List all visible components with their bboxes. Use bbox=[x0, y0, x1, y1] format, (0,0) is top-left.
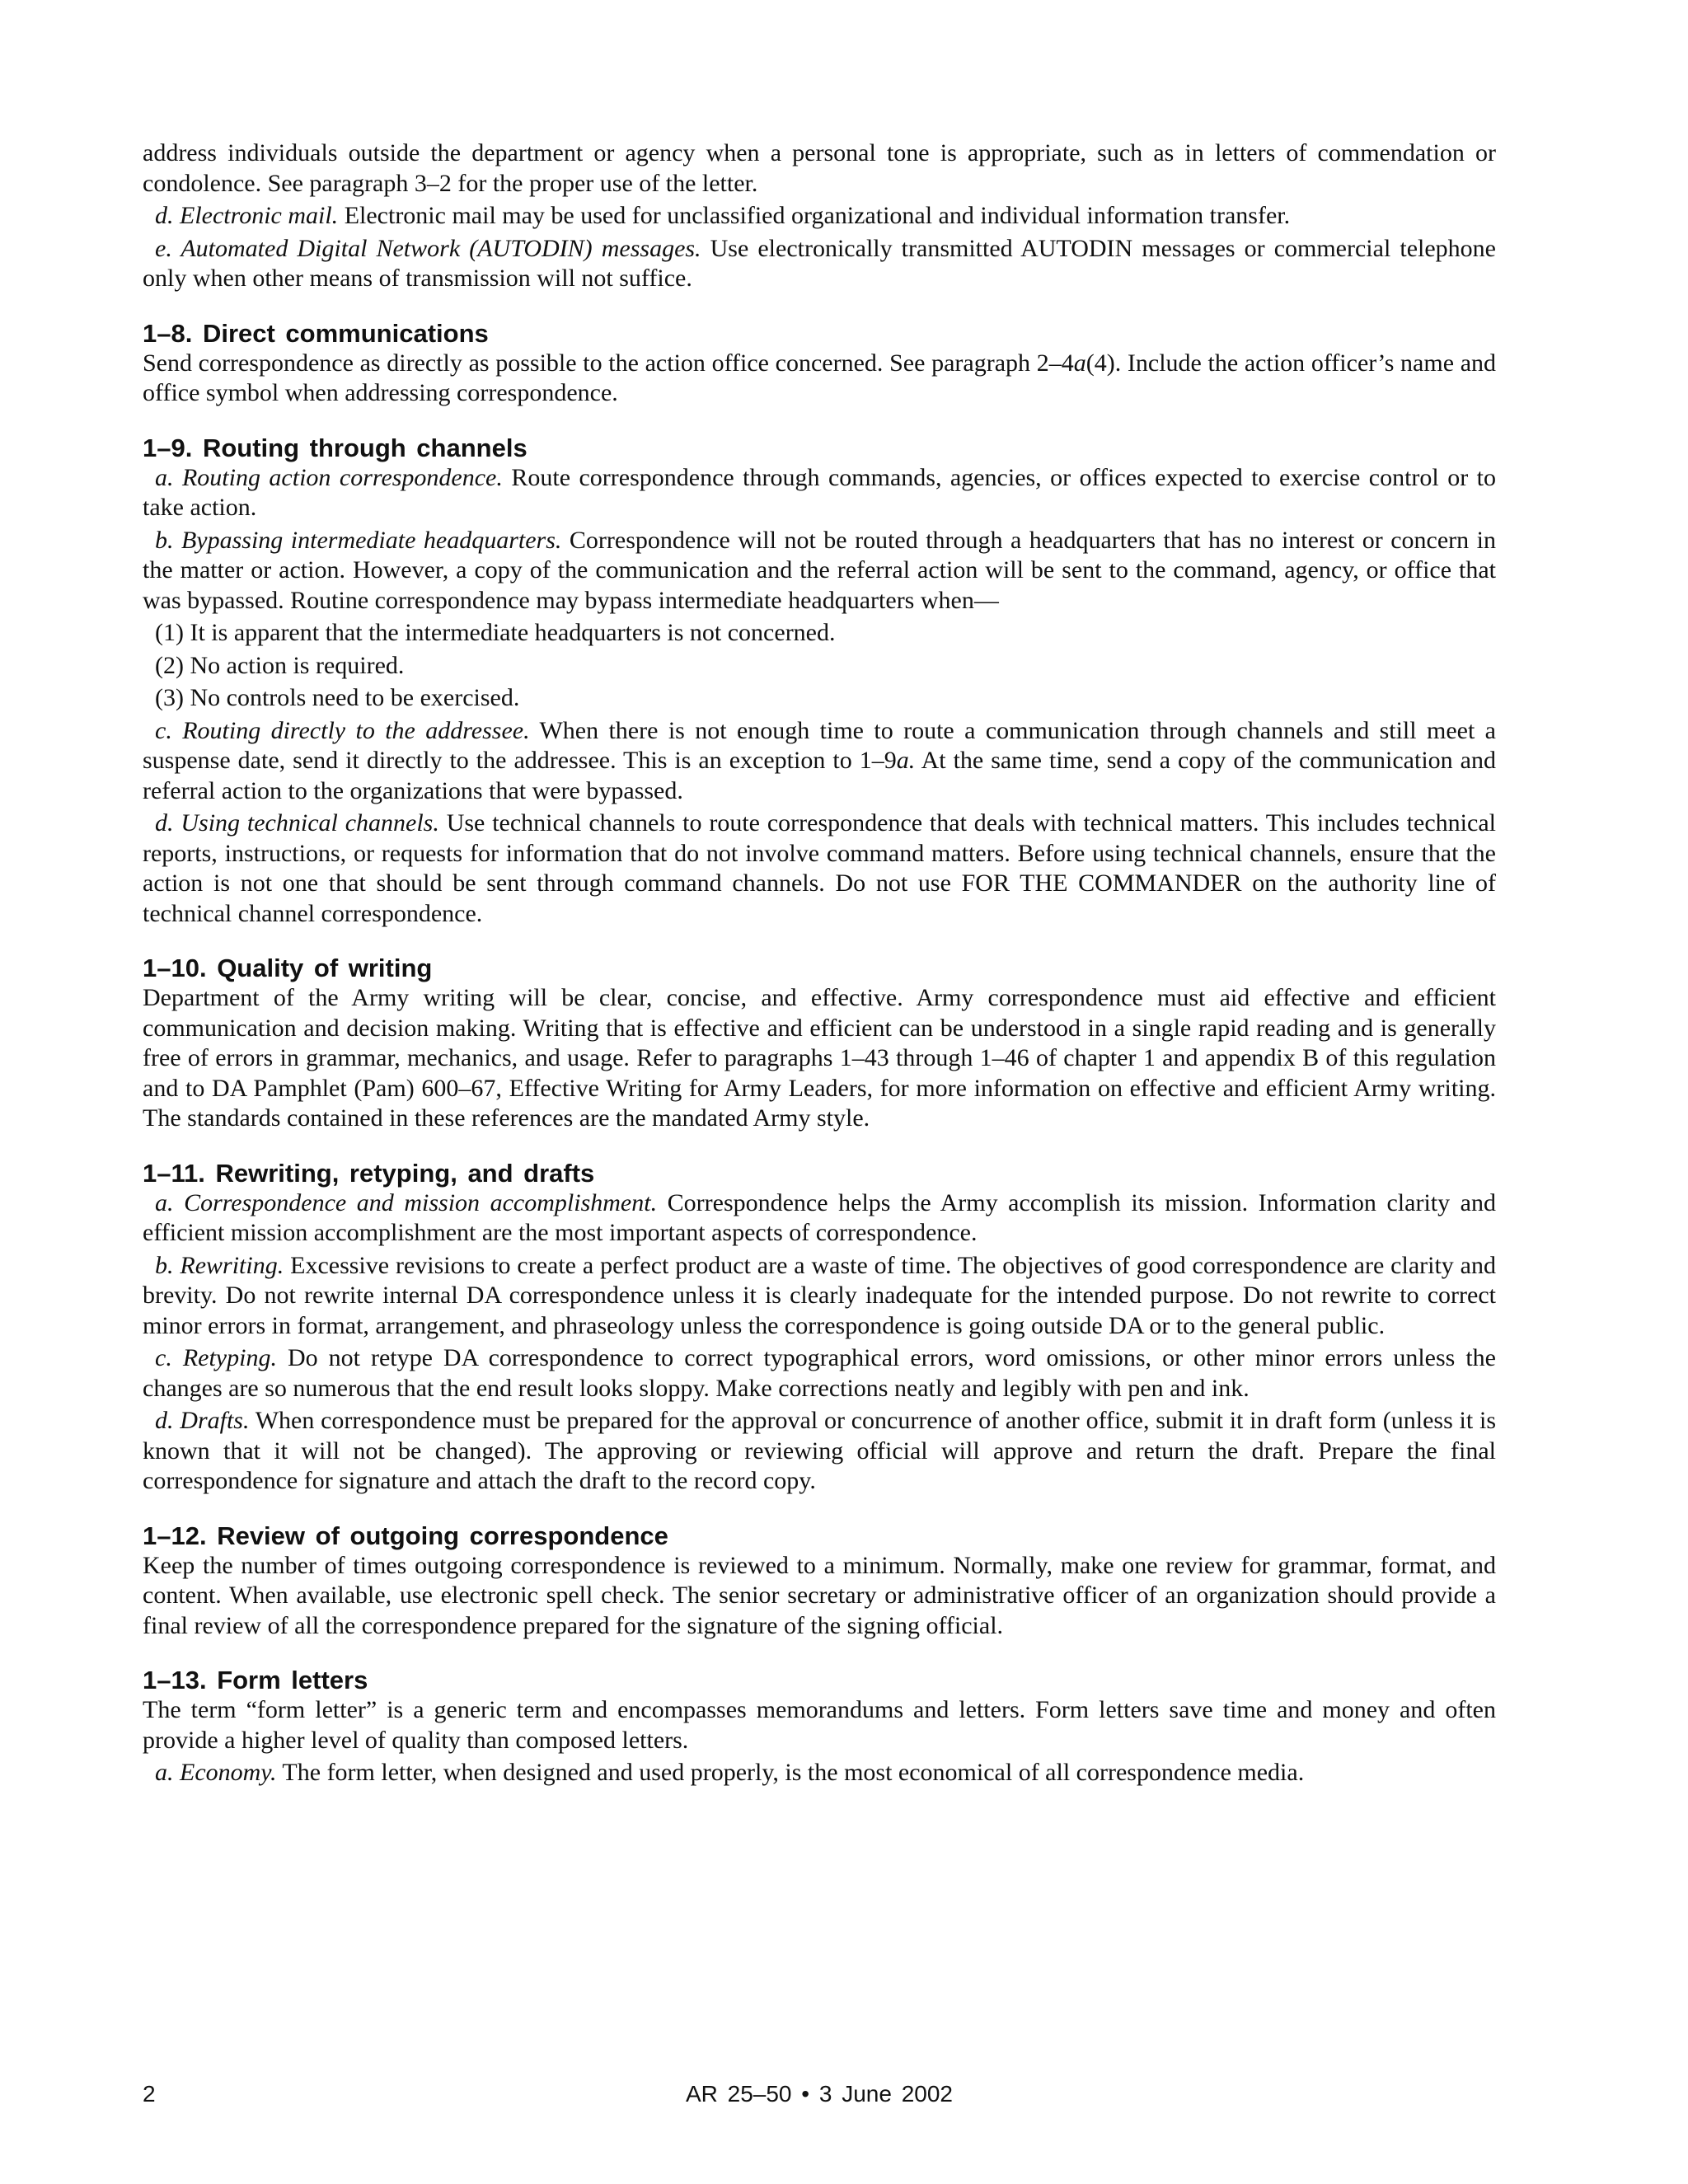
drafts-paragraph bbox=[143, 1406, 1496, 1497]
mission-accomplishment-text: Correspondence helps the Army accomplish its mission. Information clarity and efficient mission accomplishment are the most important aspects of correspondence. bbox=[143, 1188, 1496, 1246]
routing-directly-text-1: When there is not enough time to route a communication through channels and still meet a suspense date, send it directly to the addressee. This is an exception to 1–9 bbox=[143, 716, 1496, 774]
economy-label: a. Economy. bbox=[155, 1759, 277, 1786]
drafts-label: d. Drafts. bbox=[155, 1407, 250, 1434]
page-footer bbox=[143, 2078, 1496, 2111]
document-page bbox=[143, 138, 1496, 1791]
bypassing-text: Correspondence will not be routed through a headquarters that has no interest or concern in the matter or action. However, a copy of the communication and the referral action will be sent to the command, agency, or office that was bypassed. Routine correspondence may bypass intermediate headquarters when— bbox=[143, 526, 1496, 614]
intro-continuation-text: address individuals outside the department or agency when a personal tone is appropriate, such as in letters of commendation or condolence. See paragraph 3–2 for the proper use of the letter. bbox=[143, 139, 1496, 197]
heading-1-11: 1–11. Rewriting, retyping, and drafts bbox=[143, 1158, 595, 1188]
bypassing-paragraph bbox=[143, 526, 1496, 616]
rewriting-text: Excessive revisions to create a perfect product are a waste of time. The objectives of good correspondence are clarity and brevity. Do not rewrite internal DA correspondence unless it is clearly inadequate for the intended purpose. Do not rewrite to correct minor errors in format, arrangement, and phraseology unless the correspondence is going outside DA or to the general public. bbox=[143, 1251, 1497, 1339]
routing-action-paragraph bbox=[143, 463, 1496, 523]
retyping-label: c. Retyping. bbox=[155, 1344, 277, 1371]
direct-communications-text-1: Send correspondence as directly as possible to the action office concerned. See paragraph 2–4 bbox=[143, 349, 1074, 377]
bypassing-label: b. Bypassing intermediate headquarters. bbox=[155, 526, 562, 554]
heading-1-12: 1–12. Review of outgoing correspondence bbox=[143, 1521, 668, 1550]
electronic-mail-text: Electronic mail may be used for unclassified organizational and individual information transfer. bbox=[338, 202, 1291, 229]
autodin-paragraph bbox=[143, 234, 1496, 294]
document-reference: AR 25–50 • 3 June 2002 bbox=[685, 2081, 954, 2107]
technical-channels-paragraph bbox=[143, 808, 1496, 929]
rewriting-label: b. Rewriting. bbox=[155, 1251, 284, 1279]
heading-1-8: 1–8. Direct communications bbox=[143, 318, 489, 348]
list-item: (1) It is apparent that the intermediate headquarters is not concerned. bbox=[155, 619, 836, 646]
heading-1-10: 1–10. Quality of writing bbox=[143, 954, 433, 982]
routing-directly-ref-italic: a. bbox=[896, 747, 916, 774]
review-outgoing-paragraph: Keep the number of times outgoing correspondence is reviewed to a minimum. Normally, make one review for grammar, format, and content. When available, use electronic spell check. The senior secretary or administrative officer of an organization should provide a final review of all the correspondence prepared for the signature of the signing official. bbox=[143, 1551, 1496, 1639]
routing-directly-paragraph bbox=[143, 716, 1496, 807]
heading-1-9: 1–9. Routing through channels bbox=[143, 433, 528, 462]
technical-channels-label: d. Using technical channels. bbox=[155, 809, 439, 837]
technical-channels-text: Use technical channels to route correspondence that deals with technical matters. This includes technical reports, instructions, or requests for information that do not involve command matters. Before using technical channels, ensure that the action is not one that should be sent through command channels. Do not use FOR THE COMMANDER on the authority line of technical channel correspondence. bbox=[143, 809, 1496, 927]
autodin-label: e. Automated Digital Network (AUTODIN) messages. bbox=[155, 234, 701, 262]
direct-communications-paragraph bbox=[143, 349, 1496, 409]
list-item: (3) No controls need to be exercised. bbox=[155, 684, 520, 711]
autodin-text: Use electronically transmitted AUTODIN messages or commercial telephone only when other means of transmission will not suffice. bbox=[143, 234, 1496, 292]
mission-accomplishment-paragraph bbox=[143, 1188, 1496, 1249]
economy-paragraph bbox=[143, 1758, 1496, 1788]
direct-communications-text-2: (4). Include the action officer’s name and office symbol when addressing correspondence. bbox=[143, 349, 1497, 406]
page-number: 2 bbox=[143, 2081, 156, 2107]
mission-accomplishment-label: a. Correspondence and mission accomplishment. bbox=[155, 1188, 658, 1216]
intro-continuation-paragraph bbox=[143, 138, 1496, 199]
routing-action-text: Route correspondence through commands, agencies, or offices expected to exercise control or to take action. bbox=[143, 463, 1496, 521]
quality-of-writing-paragraph: Department of the Army writing will be clear, concise, and effective. Army correspondence must aid effective and efficient communication and decision making. Writing that is effective and efficient can be understood in a single rapid reading and is generally free of errors in grammar, mechanics, and usage. Refer to paragraphs 1–43 through 1–46 of chapter 1 and appendix B of this regulation and to DA Pamphlet (Pam) 600–67, Effective Writing for Army Leaders, for more information on effective and efficient Army writing. The standards contained in these references are the mandated Army style. bbox=[143, 984, 1496, 1132]
list-item: (2) No action is required. bbox=[155, 651, 405, 679]
retyping-paragraph bbox=[143, 1343, 1496, 1404]
retyping-text: Do not retype DA correspondence to correct typographical errors, word omissions, or other minor errors unless the changes are so numerous that the end result looks sloppy. Make corrections neatly and legibly with pen and ink. bbox=[143, 1344, 1496, 1402]
electronic-mail-label: d. Electronic mail. bbox=[155, 202, 339, 229]
routing-directly-text-2: At the same time, send a copy of the communication and referral action to the organizations that were bypassed. bbox=[143, 747, 1496, 804]
rewriting-paragraph bbox=[143, 1251, 1496, 1342]
routing-directly-label: c. Routing directly to the addressee. bbox=[155, 716, 530, 744]
heading-1-13: 1–13. Form letters bbox=[143, 1666, 368, 1694]
routing-action-label: a. Routing action correspondence. bbox=[155, 463, 503, 491]
drafts-text: When correspondence must be prepared for the approval or concurrence of another office, submit it in draft form (unless it is known that it will not be changed). The approving or reviewing official will approve and return the draft. Prepare the final correspondence for signature and attach the draft to the record copy. bbox=[143, 1407, 1496, 1494]
direct-communications-ref-italic: a bbox=[1073, 349, 1086, 377]
form-letters-paragraph: The term “form letter” is a generic term and encompasses memorandums and letters. Form letters save time and money and often provide a higher level of quality than composed letters. bbox=[143, 1696, 1496, 1754]
economy-text: The form letter, when designed and used properly, is the most economical of all correspondence media. bbox=[276, 1759, 1305, 1786]
electronic-mail-paragraph bbox=[143, 201, 1496, 232]
